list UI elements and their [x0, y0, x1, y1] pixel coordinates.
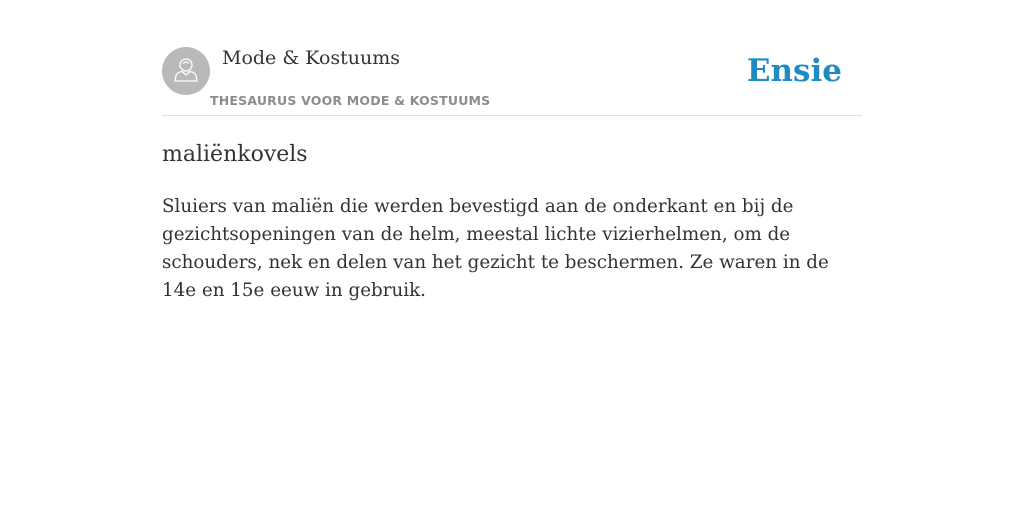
brand-logo[interactable]: Ensie [746, 53, 842, 89]
header [162, 47, 862, 116]
author-name[interactable]: Mode & Kostuums [222, 47, 401, 69]
term-title: maliënkovels [162, 142, 308, 167]
term-definition: Sluiers van maliën die werden bevestigd aan de onderkant en bij de gezichtsopeningen van de helm, meestal lichte vizierhelmen, om de schouders, nek en delen van het gezicht te beschermen. Ze waren in de 14e en 15e eeuw in gebruik. [162, 196, 829, 301]
author-subtitle: THESAURUS VOOR MODE & KOSTUUMS [210, 93, 491, 108]
page [162, 0, 862, 305]
user-icon [171, 54, 201, 89]
avatar[interactable] [162, 47, 210, 95]
